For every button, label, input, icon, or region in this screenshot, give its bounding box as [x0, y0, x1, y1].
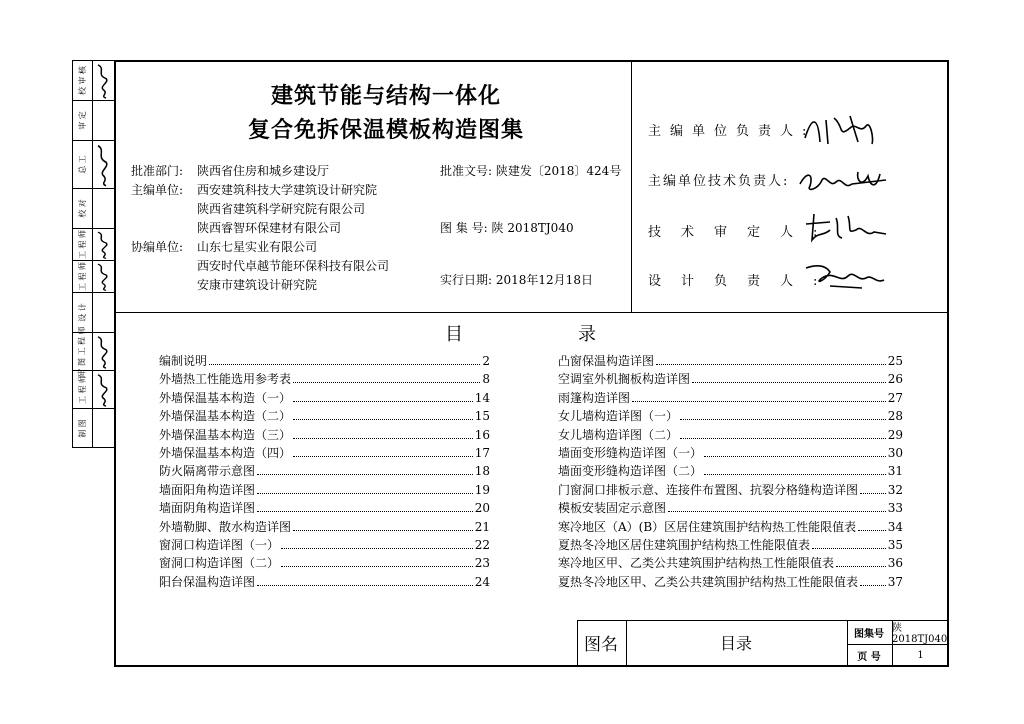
- toc-leader-dots: [692, 382, 886, 383]
- toc-item-title: 外墙勒脚、散水构造详图: [159, 519, 292, 534]
- toc-item-title: 墙面变形缝构造详图（一）: [558, 445, 703, 460]
- toc-item-page: 37: [887, 574, 903, 589]
- toc-item-page: 20: [474, 501, 490, 516]
- toc-item-title: 空调室外机搁板构造详图: [558, 372, 691, 387]
- toc-title-left: 目: [445, 324, 463, 345]
- toc-leader-dots: [257, 493, 473, 494]
- header-vertical-divider: [631, 62, 632, 312]
- sidebar-cell: [73, 371, 114, 409]
- toc-item-title: 寒冷地区甲、乙类公共建筑围护结构热工性能限值表: [558, 556, 835, 571]
- title-block-atlas-no-label: 图集号: [854, 628, 884, 640]
- left-toc-item: [159, 554, 490, 572]
- toc-leader-dots: [836, 566, 886, 567]
- co-editor-1: 山东七星实业有限公司: [197, 240, 318, 254]
- toc-leader-dots: [858, 530, 886, 531]
- title-line-1: 建筑节能与结构一体化: [270, 84, 501, 109]
- sidebar-signature: [92, 61, 114, 100]
- toc-leader-dots: [668, 511, 886, 512]
- left-toc-item: [159, 370, 490, 388]
- sidebar-signature: [92, 371, 114, 408]
- sidebar-signature: [92, 141, 114, 188]
- toc-item-page: 16: [474, 427, 490, 442]
- sidebar-cell: [73, 409, 114, 447]
- toc-leader-dots: [812, 548, 886, 549]
- toc-item-page: 8: [482, 372, 490, 387]
- toc-item-title: 女儿墙构造详图（二）: [558, 427, 679, 442]
- toc-leader-dots: [293, 456, 473, 457]
- toc-item-page: 36: [887, 556, 903, 571]
- toc-leader-dots: [293, 419, 473, 420]
- title-block-page: 1: [917, 650, 924, 661]
- signature-3: [800, 210, 890, 244]
- toc-leader-dots: [680, 419, 886, 420]
- resp-chief-unit: 主编单位负责人:: [648, 124, 816, 139]
- drawing-name: 目录: [719, 634, 752, 653]
- left-toc-item: [159, 481, 490, 499]
- approval-dept: 陕西省住房和城乡建设厅: [197, 164, 330, 178]
- toc-item-title: 夏热冬冷地区居住建筑围护结构热工性能限值表: [558, 537, 811, 552]
- sidebar-role-label: 审 图 工 程 师: [78, 326, 88, 377]
- left-toc-item: [159, 499, 490, 517]
- title-block-atlas-no: 陕2018TJ040: [892, 623, 948, 645]
- toc-item-title: 防火隔离带示意图: [159, 464, 256, 479]
- left-toc-item: [159, 407, 490, 425]
- resp-tech-reviewer: 技术审定人:: [648, 225, 838, 240]
- toc-leader-dots: [860, 493, 886, 494]
- toc-item-title: 墙面变形缝构造详图（二）: [558, 464, 703, 479]
- signature-1: [800, 108, 880, 148]
- right-toc-item: [558, 573, 903, 591]
- left-toc-item: [159, 389, 490, 407]
- toc-leader-dots: [680, 438, 886, 439]
- sidebar-cell: [73, 326, 114, 377]
- toc-leader-dots: [860, 585, 886, 586]
- left-toc-item: [159, 352, 490, 370]
- approval-no-label: 批准文号:: [440, 164, 493, 178]
- toc-item-page: 15: [474, 409, 490, 424]
- toc-leader-dots: [632, 401, 886, 402]
- resp-tech-chief: 主编单位技术负责人:: [648, 174, 790, 189]
- sidebar-cell: [73, 101, 114, 141]
- toc-item-title: 夏热冬冷地区甲、乙类公共建筑围护结构热工性能限值表: [558, 574, 859, 589]
- atlas-no-value: 陕 2018TJ040: [491, 221, 574, 235]
- toc-item-page: 19: [474, 482, 490, 497]
- left-toc-item: [159, 426, 490, 444]
- sidebar-role-label: 工 程 师: [78, 229, 87, 260]
- sidebar-signature: [92, 261, 114, 292]
- toc-item-page: 24: [474, 574, 490, 589]
- toc-leader-dots: [257, 585, 473, 586]
- toc-item-page: 34: [887, 519, 903, 534]
- toc-leader-dots: [704, 456, 886, 457]
- right-toc-item: [558, 499, 903, 517]
- toc-item-title: 墙面阴角构造详图: [159, 501, 256, 516]
- sidebar-role-label: 制 图: [77, 418, 87, 438]
- right-toc-item: [558, 518, 903, 536]
- toc-leader-dots: [704, 474, 886, 475]
- left-toc-item: [159, 462, 490, 480]
- right-toc-item: [558, 370, 903, 388]
- toc-right-column: [558, 352, 903, 591]
- sidebar-cell: [73, 261, 114, 293]
- toc-left-column: [159, 352, 490, 591]
- chief-editor-3: 陕西睿智环保建材有限公司: [197, 221, 342, 235]
- atlas-title: [186, 80, 586, 148]
- effective-date-value: 2018年12月18日: [495, 273, 593, 287]
- toc-leader-dots: [209, 364, 480, 365]
- toc-leader-dots: [293, 530, 473, 531]
- right-toc-item: [558, 554, 903, 572]
- co-editor-label: 协编单位:: [131, 240, 184, 254]
- toc-item-title: 雨篷构造详图: [558, 390, 631, 405]
- approval-no-value: 陕建发〔2018〕424号: [495, 164, 622, 178]
- toc-item-page: 25: [887, 354, 903, 368]
- toc-leader-dots: [656, 364, 886, 365]
- toc-item-page: 2: [482, 354, 490, 368]
- right-toc-item: [558, 536, 903, 554]
- header-divider: [116, 312, 947, 313]
- toc-item-title: 外墙保温基本构造（三）: [159, 427, 292, 442]
- toc-item-title: 阳台保温构造详图: [159, 574, 256, 589]
- toc-item-title: 外墙热工性能选用参考表: [159, 372, 292, 387]
- chief-editor-1: 西安建筑科技大学建筑设计研究院: [197, 183, 378, 197]
- sidebar-role-label: 校 对: [77, 199, 87, 218]
- toc-title-right: 录: [578, 324, 596, 345]
- sidebar-cell: [73, 189, 114, 229]
- sidebar-role-label: 设 计: [77, 303, 87, 322]
- signature-2: [796, 166, 896, 196]
- toc-item-page: 14: [474, 390, 490, 405]
- approval-no: [440, 162, 621, 181]
- sidebar-cell: [73, 61, 114, 101]
- sidebar-cell: [73, 141, 114, 189]
- toc-leader-dots: [257, 511, 473, 512]
- right-toc-item: [558, 407, 903, 425]
- signature-4: [800, 258, 890, 292]
- effective-date: [440, 271, 593, 290]
- toc-item-page: 26: [887, 372, 903, 387]
- toc-item-title: 窗洞口构造详图（二）: [159, 556, 280, 571]
- atlas-no: [440, 219, 574, 238]
- right-toc-item: [558, 481, 903, 499]
- toc-item-page: 21: [474, 519, 490, 534]
- toc-leader-dots: [281, 566, 473, 567]
- toc-item-page: 30: [887, 445, 903, 460]
- sidebar-role-label: 审 定: [77, 111, 87, 130]
- left-toc-item: [159, 573, 490, 591]
- toc-item-page: 23: [474, 556, 490, 571]
- right-toc-item: [558, 389, 903, 407]
- sidebar-role-label: 总 工: [77, 155, 87, 174]
- approval-info: [131, 162, 389, 295]
- co-editor-2: 西安时代卓越节能环保科技有限公司: [197, 259, 390, 273]
- chief-editor-2: 陕西省建筑科学研究院有限公司: [197, 202, 366, 216]
- toc-item-title: 外墙保温基本构造（四）: [159, 445, 292, 460]
- toc-item-title: 窗洞口构造详图（一）: [159, 537, 280, 552]
- title-line-2: 复合免拆保温模板构造图集: [247, 118, 524, 143]
- drawing-name-label: 图名: [584, 635, 618, 655]
- toc-item-page: 33: [887, 501, 903, 516]
- toc-item-page: 35: [887, 537, 903, 552]
- toc-item-title: 外墙保温基本构造（一）: [159, 390, 292, 405]
- toc-item-title: 门窗洞口排板示意、连接件布置图、抗裂分格缝构造详图: [558, 482, 859, 497]
- toc-item-title: 寒冷地区（A）(B）区居住建筑围护结构热工性能限值表: [558, 519, 857, 534]
- toc-item-title: 凸窗保温构造详图: [558, 354, 655, 368]
- left-toc-item: [159, 518, 490, 536]
- toc-leader-dots: [281, 548, 473, 549]
- resp-design-lead: 设计负责人:: [648, 274, 838, 289]
- right-toc-item: [558, 462, 903, 480]
- toc-item-page: 31: [887, 464, 903, 479]
- toc-item-page: 27: [887, 390, 903, 405]
- right-toc-item: [558, 352, 903, 370]
- sidebar-signature: [92, 333, 114, 370]
- toc-item-title: 墙面阳角构造详图: [159, 482, 256, 497]
- right-toc-item: [558, 444, 903, 462]
- chief-editor-label: 主编单位:: [131, 183, 184, 197]
- effective-date-label: 实行日期:: [440, 273, 493, 287]
- toc-item-title: 编制说明: [159, 354, 208, 368]
- toc-item-title: 外墙保温基本构造（二）: [159, 409, 292, 424]
- toc-item-page: 32: [887, 482, 903, 497]
- toc-leader-dots: [293, 438, 473, 439]
- right-toc-item: [558, 426, 903, 444]
- sidebar-role-label: 工 程 师: [78, 261, 87, 292]
- toc-leader-dots: [257, 474, 473, 475]
- toc-item-page: 29: [887, 427, 903, 442]
- toc-leader-dots: [293, 382, 480, 383]
- toc-leader-dots: [293, 401, 473, 402]
- toc-item-page: 28: [887, 409, 903, 424]
- toc-item-page: 22: [474, 537, 490, 552]
- approval-dept-label: 批准部门:: [131, 164, 184, 178]
- sidebar-role-label: 工 程 师: [78, 374, 87, 405]
- sidebar-role-label: 校 审 核: [78, 65, 87, 96]
- sidebar-cell: [73, 229, 114, 261]
- toc-item-page: 17: [474, 445, 490, 460]
- left-toc-item: [159, 536, 490, 554]
- title-block-page-label: 页 号: [857, 652, 881, 663]
- toc-item-page: 18: [474, 464, 490, 479]
- toc-item-title: 女儿墙构造详图（一）: [558, 409, 679, 424]
- toc-item-title: 模板安装固定示意图: [558, 501, 667, 516]
- atlas-no-label: 图 集 号:: [440, 221, 488, 235]
- co-editor-3: 安康市建筑设计研究院: [197, 278, 318, 292]
- sidebar-signature: [92, 229, 114, 260]
- left-toc-item: [159, 444, 490, 462]
- approval-sidebar: [72, 60, 114, 448]
